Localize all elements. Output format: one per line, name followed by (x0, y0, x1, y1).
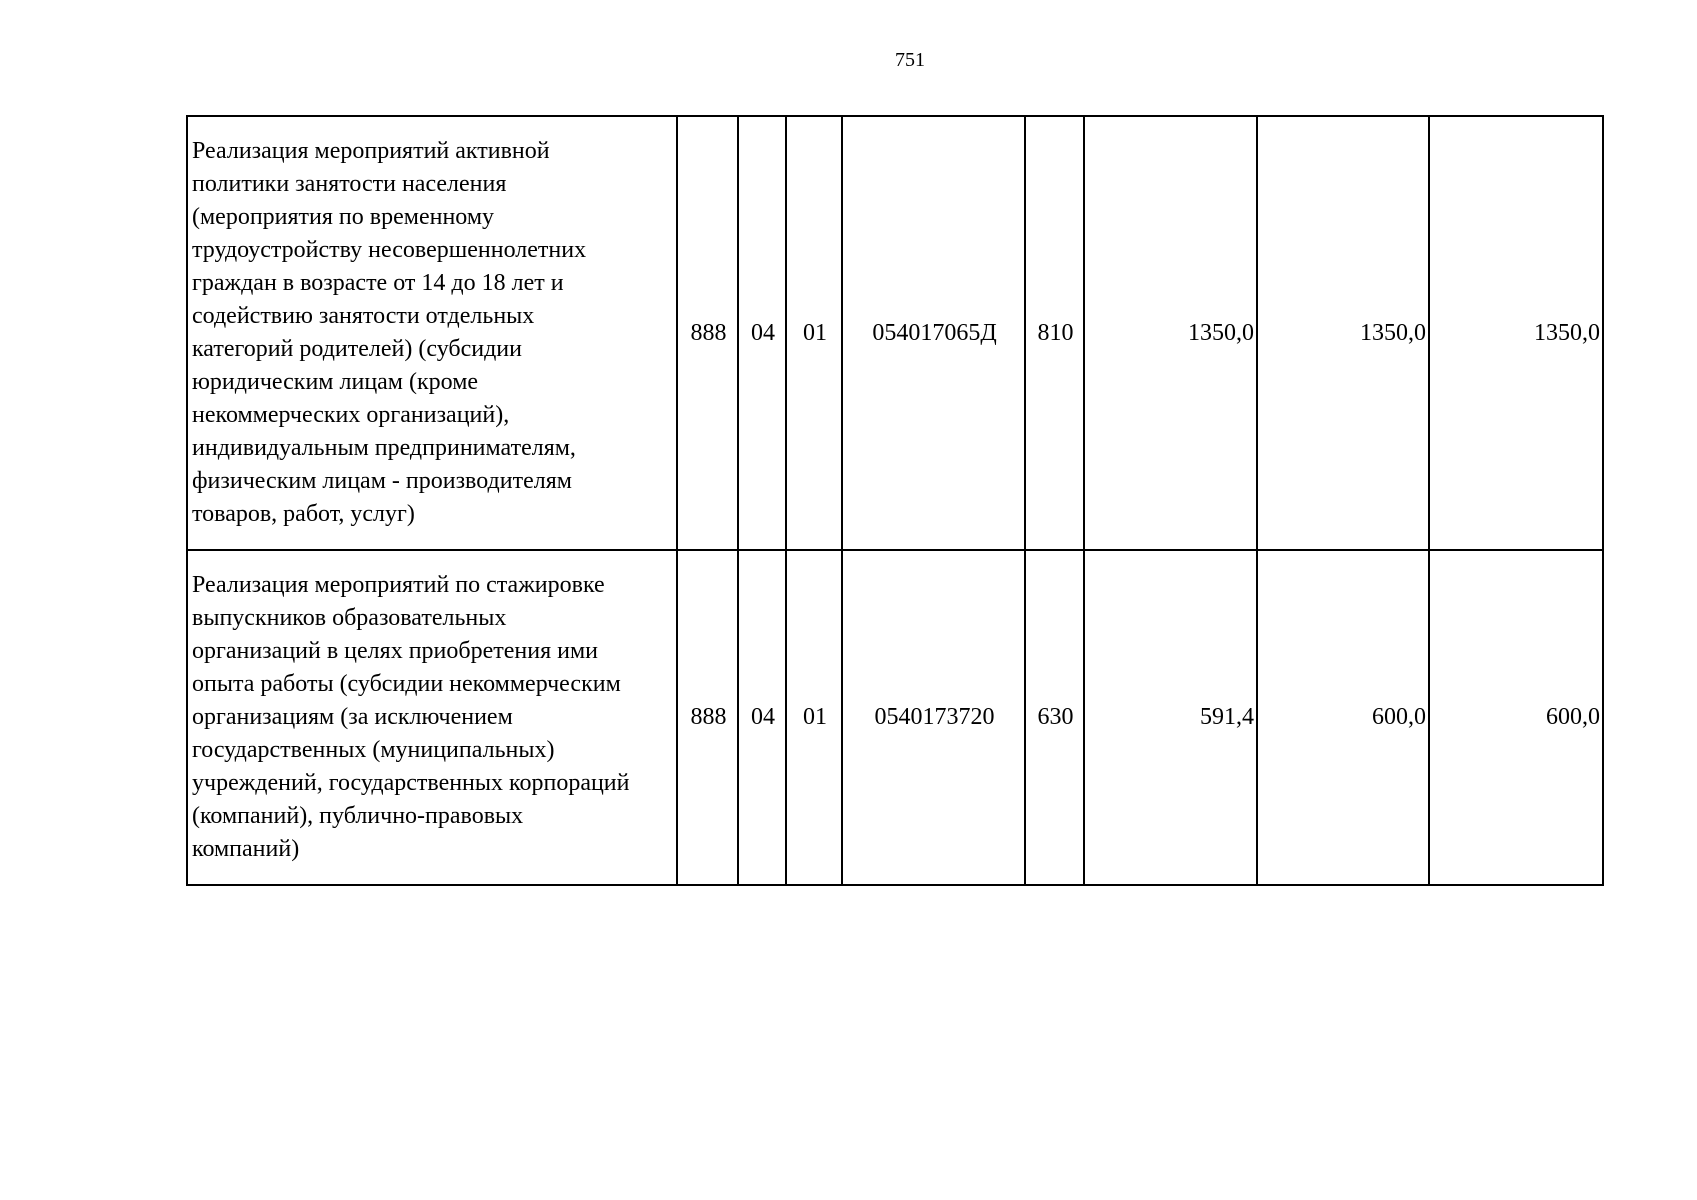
budget-table (186, 115, 1604, 886)
amount-cell-1: 591,4 (1084, 550, 1257, 885)
description-line: политики занятости населения (192, 171, 507, 197)
description-line: организаций в целях приобретения ими (192, 638, 598, 664)
amount-cell-2: 600,0 (1257, 550, 1429, 885)
description-line: государственных (муниципальных) (192, 737, 555, 763)
description-line: трудоустройству несовершеннолетних (192, 237, 587, 263)
section-code-cell: 04 (738, 116, 786, 550)
page-number: 751 (895, 49, 925, 71)
amount-cell-3: 1350,0 (1429, 116, 1603, 550)
description-line: выпускников образовательных (192, 605, 507, 631)
section-code-cell: 04 (738, 550, 786, 885)
expense-type-cell: 810 (1025, 116, 1084, 550)
description-line: Реализация мероприятий по стажировке (192, 572, 605, 598)
target-article-cell: 054017065Д (842, 116, 1025, 550)
description-line: (мероприятия по временному (192, 204, 495, 230)
description-line: организациям (за исключением (192, 704, 513, 730)
subsection-code-cell: 01 (786, 116, 842, 550)
amount-cell-1: 1350,0 (1084, 116, 1257, 550)
ministry-code-cell: 888 (677, 116, 738, 550)
description-line: граждан в возрасте от 14 до 18 лет и (192, 270, 564, 296)
description-line: учреждений, государственных корпораций (192, 770, 630, 796)
description-line: некоммерческих организаций), (192, 402, 510, 428)
description-line: Реализация мероприятий активной (192, 138, 550, 164)
amount-cell-2: 1350,0 (1257, 116, 1429, 550)
description-line: компаний) (192, 836, 300, 862)
expense-type-cell: 630 (1025, 550, 1084, 885)
description-line: товаров, работ, услуг) (192, 501, 415, 527)
description-line: физическим лицам - производителям (192, 468, 572, 494)
subsection-code-cell: 01 (786, 550, 842, 885)
amount-cell-3: 600,0 (1429, 550, 1603, 885)
ministry-code-cell: 888 (677, 550, 738, 885)
row-description (187, 116, 677, 550)
target-article-cell: 0540173720 (842, 550, 1025, 885)
description-line: (компаний), публично-правовых (192, 803, 524, 829)
description-line: индивидуальным предпринимателям, (192, 435, 576, 461)
row-description (187, 550, 677, 885)
description-line: категорий родителей) (субсидии (192, 336, 522, 362)
description-line: юридическим лицам (кроме (192, 369, 479, 395)
table-row (187, 116, 1603, 550)
description-line: опыта работы (субсидии некоммерческим (192, 671, 621, 697)
table-row (187, 550, 1603, 885)
description-line: содействию занятости отдельных (192, 303, 535, 329)
